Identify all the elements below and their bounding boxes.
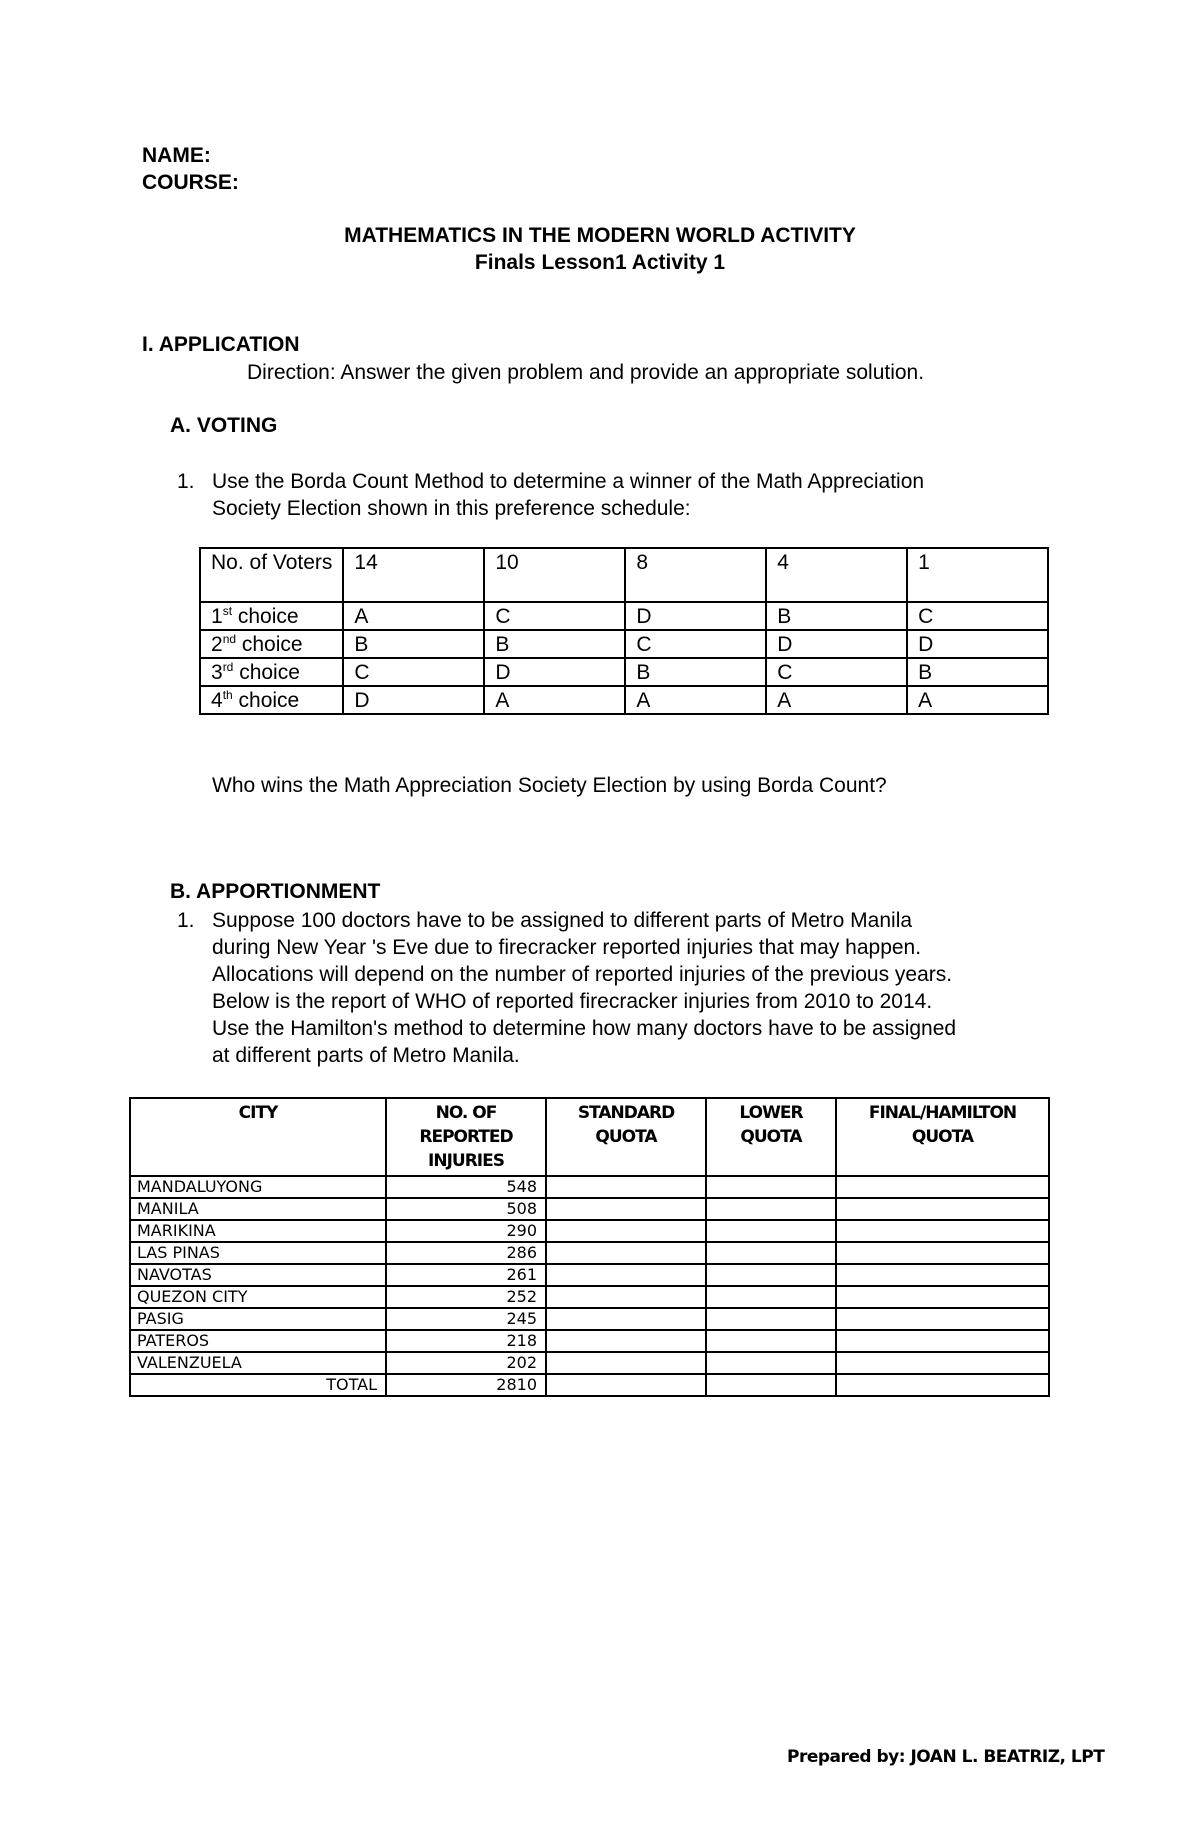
- voters-row: [200, 548, 1048, 602]
- candidate-cell: A: [766, 686, 907, 714]
- voter-count: 10: [484, 548, 625, 602]
- injuries-cell: 202: [386, 1352, 546, 1374]
- final-quota-cell[interactable]: [836, 1242, 1049, 1264]
- candidate-cell: B: [766, 602, 907, 630]
- city-cell: QUEZON CITY: [130, 1286, 386, 1308]
- injuries-cell: 261: [386, 1264, 546, 1286]
- choice-label: 2nd choice: [200, 630, 343, 658]
- apportionment-item-number: 1.: [177, 909, 195, 932]
- apportionment-line: Below is the report of WHO of reported firecracker injuries from 2010 to 2014.: [212, 990, 933, 1013]
- city-cell: MANDALUYONG: [130, 1176, 386, 1198]
- standard-quota-cell[interactable]: [546, 1264, 706, 1286]
- lower-quota-cell[interactable]: [706, 1308, 836, 1330]
- candidate-cell: A: [343, 602, 484, 630]
- course-label: COURSE:: [142, 171, 239, 194]
- city-cell: PATEROS: [130, 1330, 386, 1352]
- final-quota-cell[interactable]: [836, 1198, 1049, 1220]
- apportionment-line: Use the Hamilton's method to determine how many doctors have to be assigned: [212, 1017, 957, 1040]
- injuries-cell: 245: [386, 1308, 546, 1330]
- candidate-cell: C: [766, 658, 907, 686]
- choice-label: 4th choice: [200, 686, 343, 714]
- candidate-cell: A: [907, 686, 1048, 714]
- candidate-cell: C: [625, 630, 766, 658]
- lower-quota-cell[interactable]: [706, 1330, 836, 1352]
- standard-quota-cell[interactable]: [546, 1286, 706, 1308]
- lower-quota-cell[interactable]: [706, 1220, 836, 1242]
- total-value: 2810: [386, 1374, 546, 1396]
- col-city: CITY: [130, 1098, 386, 1176]
- total-row: [130, 1374, 1049, 1396]
- voters-label: No. of Voters: [200, 548, 343, 602]
- lower-quota-cell[interactable]: [706, 1198, 836, 1220]
- final-quota-cell[interactable]: [836, 1330, 1049, 1352]
- standard-quota-cell[interactable]: [546, 1176, 706, 1198]
- injuries-cell: 252: [386, 1286, 546, 1308]
- candidate-cell: A: [625, 686, 766, 714]
- final-quota-cell[interactable]: [836, 1286, 1049, 1308]
- candidate-cell: C: [484, 602, 625, 630]
- section-application-heading: I. APPLICATION: [142, 333, 300, 356]
- apportionment-heading: B. APPORTIONMENT: [170, 880, 381, 903]
- direction-text: Direction: Answer the given problem and provide an appropriate solution.: [247, 361, 925, 384]
- table-row: [130, 1286, 1049, 1308]
- candidate-cell: B: [907, 658, 1048, 686]
- table-row: [130, 1176, 1049, 1198]
- voting-item-number: 1.: [177, 470, 195, 493]
- prepared-by: Prepared by: JOAN L. BEATRIZ, LPT: [787, 1747, 1105, 1767]
- col-lower-quota: LOWER QUOTA: [706, 1098, 836, 1176]
- col-reported-injuries: NO. OF REPORTED INJURIES: [386, 1098, 546, 1176]
- choice-row: [200, 602, 1048, 630]
- candidate-cell: C: [343, 658, 484, 686]
- table-row: [130, 1330, 1049, 1352]
- apportionment-header-row: [130, 1098, 1049, 1176]
- apportionment-text: [212, 907, 956, 1069]
- voter-count: 14: [343, 548, 484, 602]
- standard-quota-cell[interactable]: [546, 1352, 706, 1374]
- injuries-cell: 218: [386, 1330, 546, 1352]
- city-cell: LAS PINAS: [130, 1242, 386, 1264]
- injuries-cell: 286: [386, 1242, 546, 1264]
- city-cell: MARIKINA: [130, 1220, 386, 1242]
- candidate-cell: A: [484, 686, 625, 714]
- candidate-cell: B: [343, 630, 484, 658]
- page-title: MATHEMATICS IN THE MODERN WORLD ACTIVITY: [344, 224, 856, 247]
- lower-quota-cell[interactable]: [706, 1264, 836, 1286]
- lower-quota-cell[interactable]: [706, 1286, 836, 1308]
- final-quota-cell[interactable]: [836, 1220, 1049, 1242]
- apportionment-line: during New Year 's Eve due to firecracker reported injuries that may happen.: [212, 936, 922, 959]
- final-quota-cell[interactable]: [836, 1308, 1049, 1330]
- standard-quota-cell[interactable]: [546, 1220, 706, 1242]
- table-row: [130, 1198, 1049, 1220]
- apportionment-line: at different parts of Metro Manila.: [212, 1044, 520, 1067]
- candidate-cell: B: [484, 630, 625, 658]
- voter-count: 1: [907, 548, 1048, 602]
- table-row: [130, 1308, 1049, 1330]
- city-cell: NAVOTAS: [130, 1264, 386, 1286]
- final-quota-cell[interactable]: [836, 1352, 1049, 1374]
- voter-count: 4: [766, 548, 907, 602]
- standard-quota-cell[interactable]: [546, 1242, 706, 1264]
- injuries-cell: 508: [386, 1198, 546, 1220]
- final-quota-cell[interactable]: [836, 1176, 1049, 1198]
- city-cell: MANILA: [130, 1198, 386, 1220]
- voting-heading: A. VOTING: [170, 414, 278, 437]
- preference-schedule-table: [199, 547, 1049, 715]
- lower-quota-cell[interactable]: [706, 1352, 836, 1374]
- total-lower-quota-cell[interactable]: [706, 1374, 836, 1396]
- choice-row: [200, 686, 1048, 714]
- total-standard-quota-cell[interactable]: [546, 1374, 706, 1396]
- table-row: [130, 1220, 1049, 1242]
- table-row: [130, 1264, 1049, 1286]
- injuries-cell: 548: [386, 1176, 546, 1198]
- col-standard-quota: STANDARD QUOTA: [546, 1098, 706, 1176]
- table-row: [130, 1352, 1049, 1374]
- voting-question-line2: Society Election shown in this preference schedule:: [212, 497, 691, 520]
- table-row: [130, 1242, 1049, 1264]
- choice-label: 1st choice: [200, 602, 343, 630]
- standard-quota-cell[interactable]: [546, 1308, 706, 1330]
- voter-count: 8: [625, 548, 766, 602]
- candidate-cell: B: [625, 658, 766, 686]
- candidate-cell: D: [625, 602, 766, 630]
- candidate-cell: C: [907, 602, 1048, 630]
- voting-question-line1: Use the Borda Count Method to determine a winner of the Math Appreciation: [212, 470, 925, 493]
- candidate-cell: D: [343, 686, 484, 714]
- apportionment-table: [129, 1097, 1050, 1397]
- choice-label: 3rd choice: [200, 658, 343, 686]
- standard-quota-cell[interactable]: [546, 1330, 706, 1352]
- injuries-cell: 290: [386, 1220, 546, 1242]
- voting-follow-up-question: Who wins the Math Appreciation Society Election by using Borda Count?: [212, 774, 887, 797]
- total-label: TOTAL: [130, 1374, 386, 1396]
- choice-row: [200, 630, 1048, 658]
- page-subtitle: Finals Lesson1 Activity 1: [474, 251, 726, 274]
- col-final-hamilton-quota: FINAL/HAMILTON QUOTA: [836, 1098, 1049, 1176]
- apportionment-line: Allocations will depend on the number of reported injuries of the previous years.: [212, 963, 953, 986]
- city-cell: VALENZUELA: [130, 1352, 386, 1374]
- final-quota-cell[interactable]: [836, 1264, 1049, 1286]
- candidate-cell: D: [766, 630, 907, 658]
- total-final-quota-cell[interactable]: [836, 1374, 1049, 1396]
- candidate-cell: D: [484, 658, 625, 686]
- name-label: NAME:: [142, 144, 211, 167]
- candidate-cell: D: [907, 630, 1048, 658]
- lower-quota-cell[interactable]: [706, 1176, 836, 1198]
- apportionment-line: Suppose 100 doctors have to be assigned to different parts of Metro Manila: [212, 909, 913, 932]
- standard-quota-cell[interactable]: [546, 1198, 706, 1220]
- city-cell: PASIG: [130, 1308, 386, 1330]
- choice-row: [200, 658, 1048, 686]
- lower-quota-cell[interactable]: [706, 1242, 836, 1264]
